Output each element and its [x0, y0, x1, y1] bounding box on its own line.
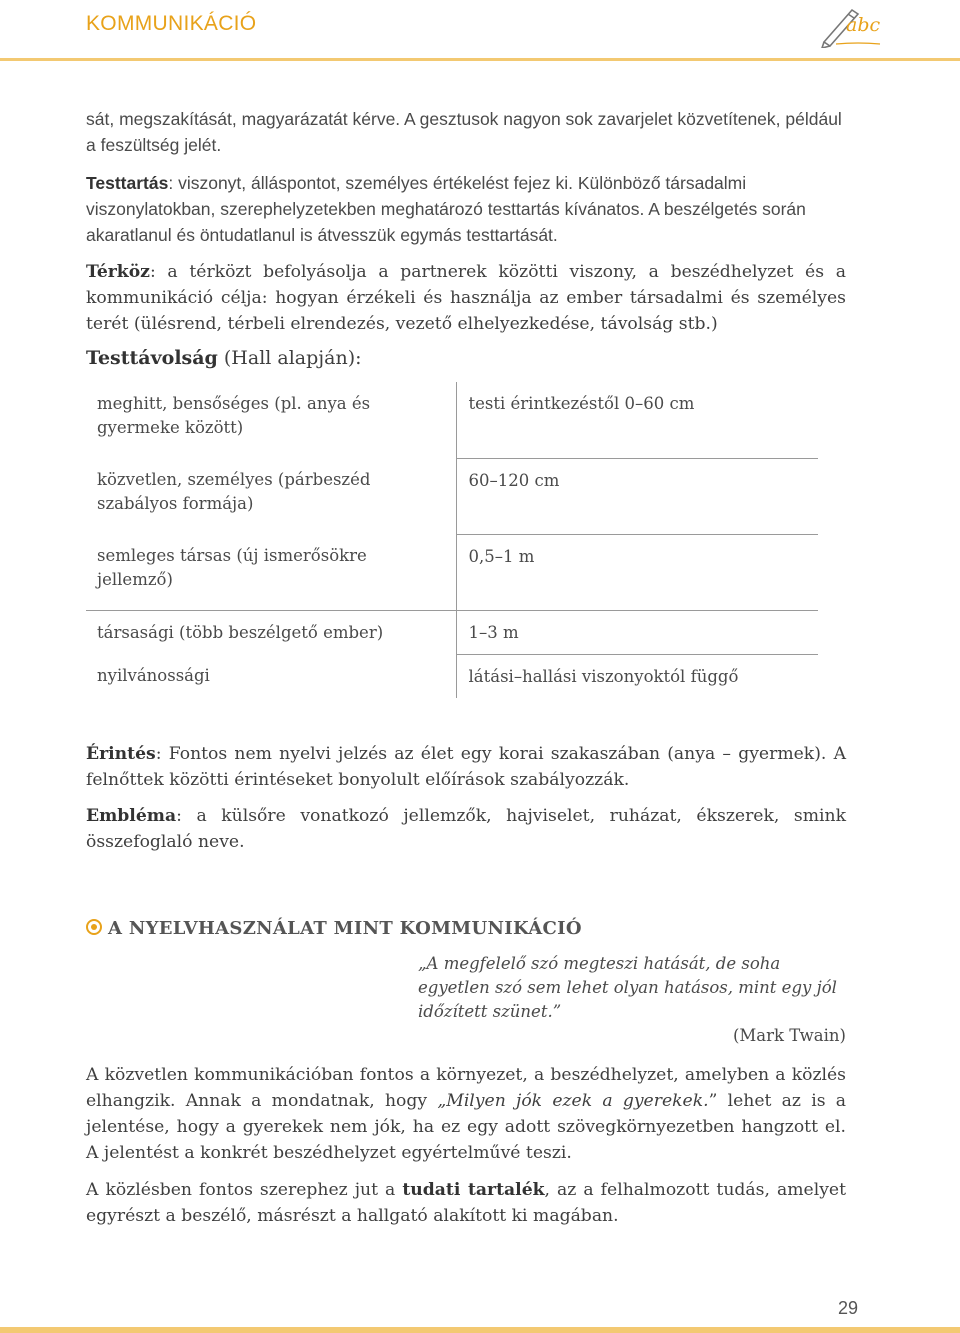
distance-value-cell: testi érintkezéstől 0–60 cm	[456, 382, 818, 458]
paragraph-text: sát, megszakítását, magyarázatát kérve. A gesztusok nagyon sok zavarjelet közvetítenek, például a feszültség jelét.	[86, 109, 842, 155]
distance-value-cell: 60–120 cm	[456, 458, 818, 534]
paragraph-testtartas	[86, 170, 846, 248]
example-sentence: „Milyen jók ezek a gyerekek.	[437, 1091, 709, 1111]
running-header-title: KOMMUNIKÁCIÓ	[86, 12, 257, 35]
page-number: 29	[838, 1298, 859, 1318]
distance-value-cell: látási–hallási viszonyoktól függő	[468, 666, 739, 686]
quote-block	[418, 952, 846, 1048]
table-row	[86, 534, 818, 610]
term-tudati-tartalek: tudati tartalék	[402, 1180, 545, 1200]
term-emblema: Embléma	[86, 806, 177, 826]
target-bullet-icon	[86, 919, 102, 935]
term-erintes: Érintés	[86, 744, 156, 764]
header-rule	[0, 58, 960, 61]
table-row	[86, 654, 818, 698]
definition-terkoz: : a térközt befolyásolja a partnerek közötti viszony, a beszédhelyzet és a kommunikáció célja: hogyan érzékeli és használja az ember társadalmi és személyes terét (ülésrend, térbeli elrendezés, vezető elhelyezkedése, távolság stb.)	[86, 262, 846, 334]
distance-type-cell: közvetlen, személyes (párbeszéd szabályos formája)	[86, 458, 456, 534]
definition-testtavolsag: (Hall alapján):	[217, 347, 362, 369]
paragraph-text: ” lehet az is a jelentése, hogy a gyerekek nem jók, ha ez egy adott szövegkörnyezetben hangzott el. A jelentést a konkrét beszédhelyzet egyértelművé teszi.	[86, 1091, 846, 1163]
paragraph-testtavolsag	[86, 345, 846, 371]
paragraph-terkoz	[86, 259, 846, 337]
paragraph-erintes	[86, 741, 846, 793]
table-row	[86, 382, 818, 458]
paragraph-text: A közvetlen kommunikációban fontos a környezet, a beszédhelyzet, amelyben a közlés elhangzik. Annak a mondatnak, hogy	[86, 1065, 846, 1111]
paragraph-tudati-tartalek	[86, 1177, 846, 1229]
distance-type-cell: meghitt, bensőséges (pl. anya és gyermeke között)	[86, 382, 456, 458]
section-heading	[86, 918, 582, 939]
distance-value-cell: 1–3 m	[456, 610, 818, 654]
paragraph-text: , az a felhalmozott tudás, amelyet egyrészt a beszélő, másrészt a hallgató alakított ki magában.	[86, 1180, 846, 1226]
definition-testtartas: : viszonyt, álláspontot, személyes értékelést fejez ki. Különböző társadalmi viszonylatokban, szerephelyzetekben meghatározó testtartás kívánatos. A beszélgetés során akaratlanul és öntudatlanul is átvesszük egymás testtartását.	[86, 173, 806, 245]
distance-table	[86, 382, 818, 698]
paragraph-gestures	[86, 106, 846, 158]
term-terkoz: Térköz	[86, 262, 150, 282]
table-row	[86, 610, 818, 654]
quote-text: „A megfelelő szó megteszi hatását, de soha egyetlen szó sem lehet olyan hatásos, mint egy jól időzített szünet.”	[418, 954, 837, 1021]
quote-author: (Mark Twain)	[732, 1026, 846, 1045]
distance-type-cell: semleges társas (új ismerősökre jellemző)	[86, 534, 456, 610]
table-row	[86, 458, 818, 534]
paragraph-text: A közlésben fontos szerephez jut a	[86, 1180, 403, 1200]
term-testtartas: Testtartás	[86, 173, 169, 193]
footer-rule	[0, 1327, 960, 1333]
distance-type-cell: társasági (több beszélgető ember)	[86, 610, 456, 654]
section-heading-text: A NYELVHASZNÁLAT MINT KOMMUNIKÁCIÓ	[108, 918, 582, 939]
distance-type-cell: nyilvánossági	[86, 654, 456, 698]
term-testtavolsag: Testtávolság	[86, 347, 218, 369]
distance-value-cell: 0,5–1 m	[456, 534, 818, 610]
logo-abc-text: abc	[846, 14, 881, 36]
definition-erintes: : Fontos nem nyelvi jelzés az élet egy korai szakaszában (anya – gyermek). A felnőttek közötti érintéseket bonyolult előírások szabályozzák.	[86, 744, 846, 790]
paragraph-emblema	[86, 803, 846, 855]
paragraph-context	[86, 1062, 846, 1166]
definition-emblema: : a külsőre vonatkozó jellemzők, hajviselet, ruházat, ékszerek, smink összefoglaló neve.	[86, 806, 846, 852]
